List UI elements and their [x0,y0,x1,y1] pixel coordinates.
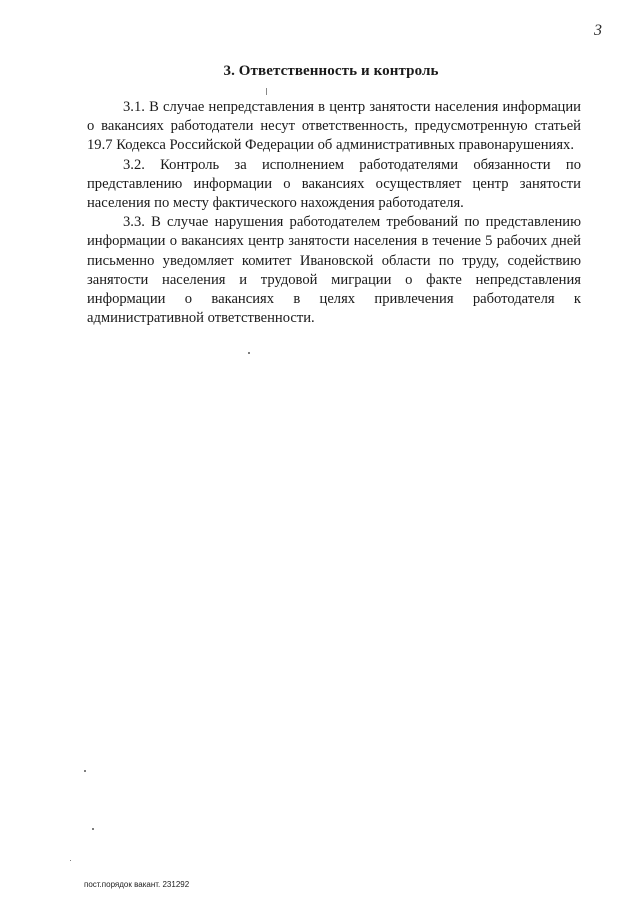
section-body [87,98,581,328]
paragraph-3-3: 3.3. В случае нарушения работодателем требований по представлению информации о вакансиях центр занятости населения в течение 5 рабочих дней письменно уведомляет комитет Ивановской области по труду, содействию занятости населения и трудовой миграции о факте непредставления информации о вакансиях в целях привлечения работодателя к административной ответственности. [87,214,581,327]
paragraph-3-2: 3.2. Контроль за исполнением работодателями обязанности по представлению информации о вакансиях осуществляет центр занятости населения по месту фактического нахождения работодателя. [87,156,581,212]
scan-speck [248,352,250,354]
section-heading: 3. Ответственность и контроль [223,63,439,79]
scan-speck [92,828,94,830]
file-note: пост.порядок вакант. 231292 [84,880,190,889]
scan-speck [266,88,267,95]
paragraph-3-1: 3.1. В случае непредставления в центр занятости населения информации о вакансиях работодатели несут ответственность, предусмотренную статьей 19.7 Кодекса Российской Федерации об административных правонарушениях. [87,99,581,154]
scan-speck [70,860,71,861]
scan-speck [84,770,86,772]
page-number: 3 [594,22,602,39]
